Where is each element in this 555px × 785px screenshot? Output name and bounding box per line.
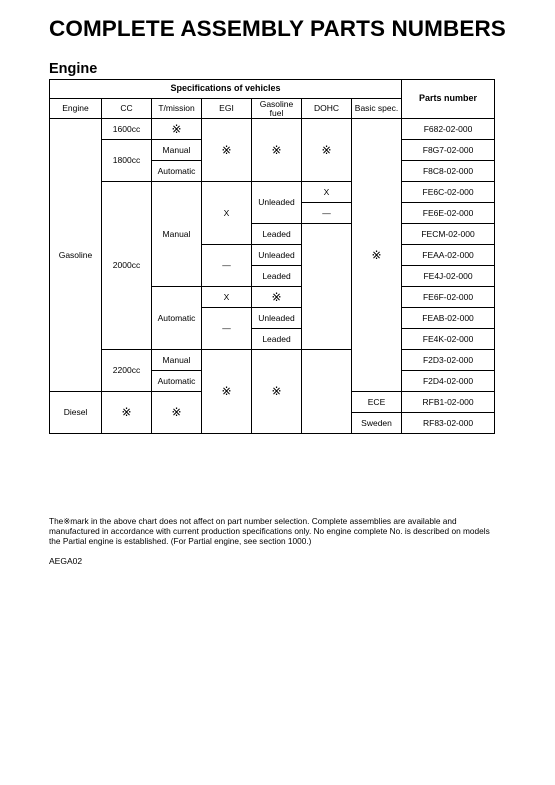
parts-number-header: Parts number: [402, 80, 495, 119]
tmission-cell: Automatic: [152, 161, 202, 182]
mark-cell: ※: [252, 350, 302, 434]
x-cell: X: [202, 287, 252, 308]
mark-cell: ※: [152, 392, 202, 434]
column-header-tmission: T/mission: [152, 99, 202, 119]
fuel-cell: Unleaded: [252, 245, 302, 266]
part-number-cell: FE6F-02-000: [402, 287, 495, 308]
part-number-cell: FE4K-02-000: [402, 329, 495, 350]
part-number-cell: RF83-02-000: [402, 413, 495, 434]
part-number-cell: FEAB-02-000: [402, 308, 495, 329]
parts-table: [49, 79, 495, 434]
dash-cell: —: [202, 308, 252, 350]
table-row: [50, 119, 495, 140]
part-number-cell: F8C8-02-000: [402, 161, 495, 182]
tmission-cell: Manual: [152, 182, 202, 287]
table-header-row: [50, 80, 495, 99]
tmission-cell: Manual: [152, 350, 202, 371]
x-cell: X: [202, 182, 252, 245]
column-header-dohc: DOHC: [302, 99, 352, 119]
cc-cell: 2200cc: [102, 350, 152, 392]
fuel-cell: Leaded: [252, 224, 302, 245]
table-row: [50, 350, 495, 371]
mark-cell: ※: [202, 350, 252, 434]
column-header-cc: CC: [102, 99, 152, 119]
footnote: The※mark in the above chart does not affect on part number selection. Complete assemblies are available and manufactured in accordance with current production specifications only. No engine complete No. is described on models the Partial engine is established. (For Partial engine, see section 1000.): [49, 516, 490, 546]
mark-cell: ※: [152, 119, 202, 140]
mark-cell: ※: [252, 119, 302, 182]
part-number-cell: F682-02-000: [402, 119, 495, 140]
engine-diesel-cell: Diesel: [50, 392, 102, 434]
cc-cell: 1800cc: [102, 140, 152, 182]
part-number-cell: FE6C-02-000: [402, 182, 495, 203]
tmission-cell: Manual: [152, 140, 202, 161]
empty-cell: [302, 224, 352, 350]
mark-cell: ※: [202, 119, 252, 182]
mark-cell: ※: [302, 119, 352, 182]
fuel-cell: Leaded: [252, 266, 302, 287]
tmission-cell: Automatic: [152, 371, 202, 392]
cc-cell: 1600cc: [102, 119, 152, 140]
empty-cell: [302, 350, 352, 434]
part-number-cell: F2D3-02-000: [402, 350, 495, 371]
column-header-egi: EGI: [202, 99, 252, 119]
column-header-fuel: Gasoline fuel: [252, 99, 302, 119]
cc-cell: 2000cc: [102, 182, 152, 350]
part-number-cell: FE4J-02-000: [402, 266, 495, 287]
document-code: AEGA02: [49, 556, 83, 566]
spec-header: Specifications of vehicles: [50, 80, 402, 99]
mark-cell: ※: [252, 287, 302, 308]
part-number-cell: FECM-02-000: [402, 224, 495, 245]
part-number-cell: RFB1-02-000: [402, 392, 495, 413]
page-title: COMPLETE ASSEMBLY PARTS NUMBERS: [49, 16, 506, 41]
section-title: Engine: [49, 61, 98, 77]
part-number-cell: F8G7-02-000: [402, 140, 495, 161]
x-cell: X: [302, 182, 352, 203]
fuel-cell: Unleaded: [252, 308, 302, 329]
mark-cell: ※: [352, 119, 402, 392]
dash-cell: —: [202, 245, 252, 287]
part-number-cell: FEAA-02-000: [402, 245, 495, 266]
fuel-cell: Leaded: [252, 329, 302, 350]
mark-cell: ※: [102, 392, 152, 434]
part-number-cell: FE6E-02-000: [402, 203, 495, 224]
engine-gasoline-cell: Gasoline: [50, 119, 102, 392]
table-row: [50, 182, 495, 203]
column-header-engine: Engine: [50, 99, 102, 119]
part-number-cell: F2D4-02-000: [402, 371, 495, 392]
fuel-cell: Unleaded: [252, 182, 302, 224]
basic-spec-cell: Sweden: [352, 413, 402, 434]
basic-spec-cell: ECE: [352, 392, 402, 413]
column-header-basic-spec: Basic spec.: [352, 99, 402, 119]
tmission-cell: Automatic: [152, 287, 202, 350]
dash-cell: —: [302, 203, 352, 224]
